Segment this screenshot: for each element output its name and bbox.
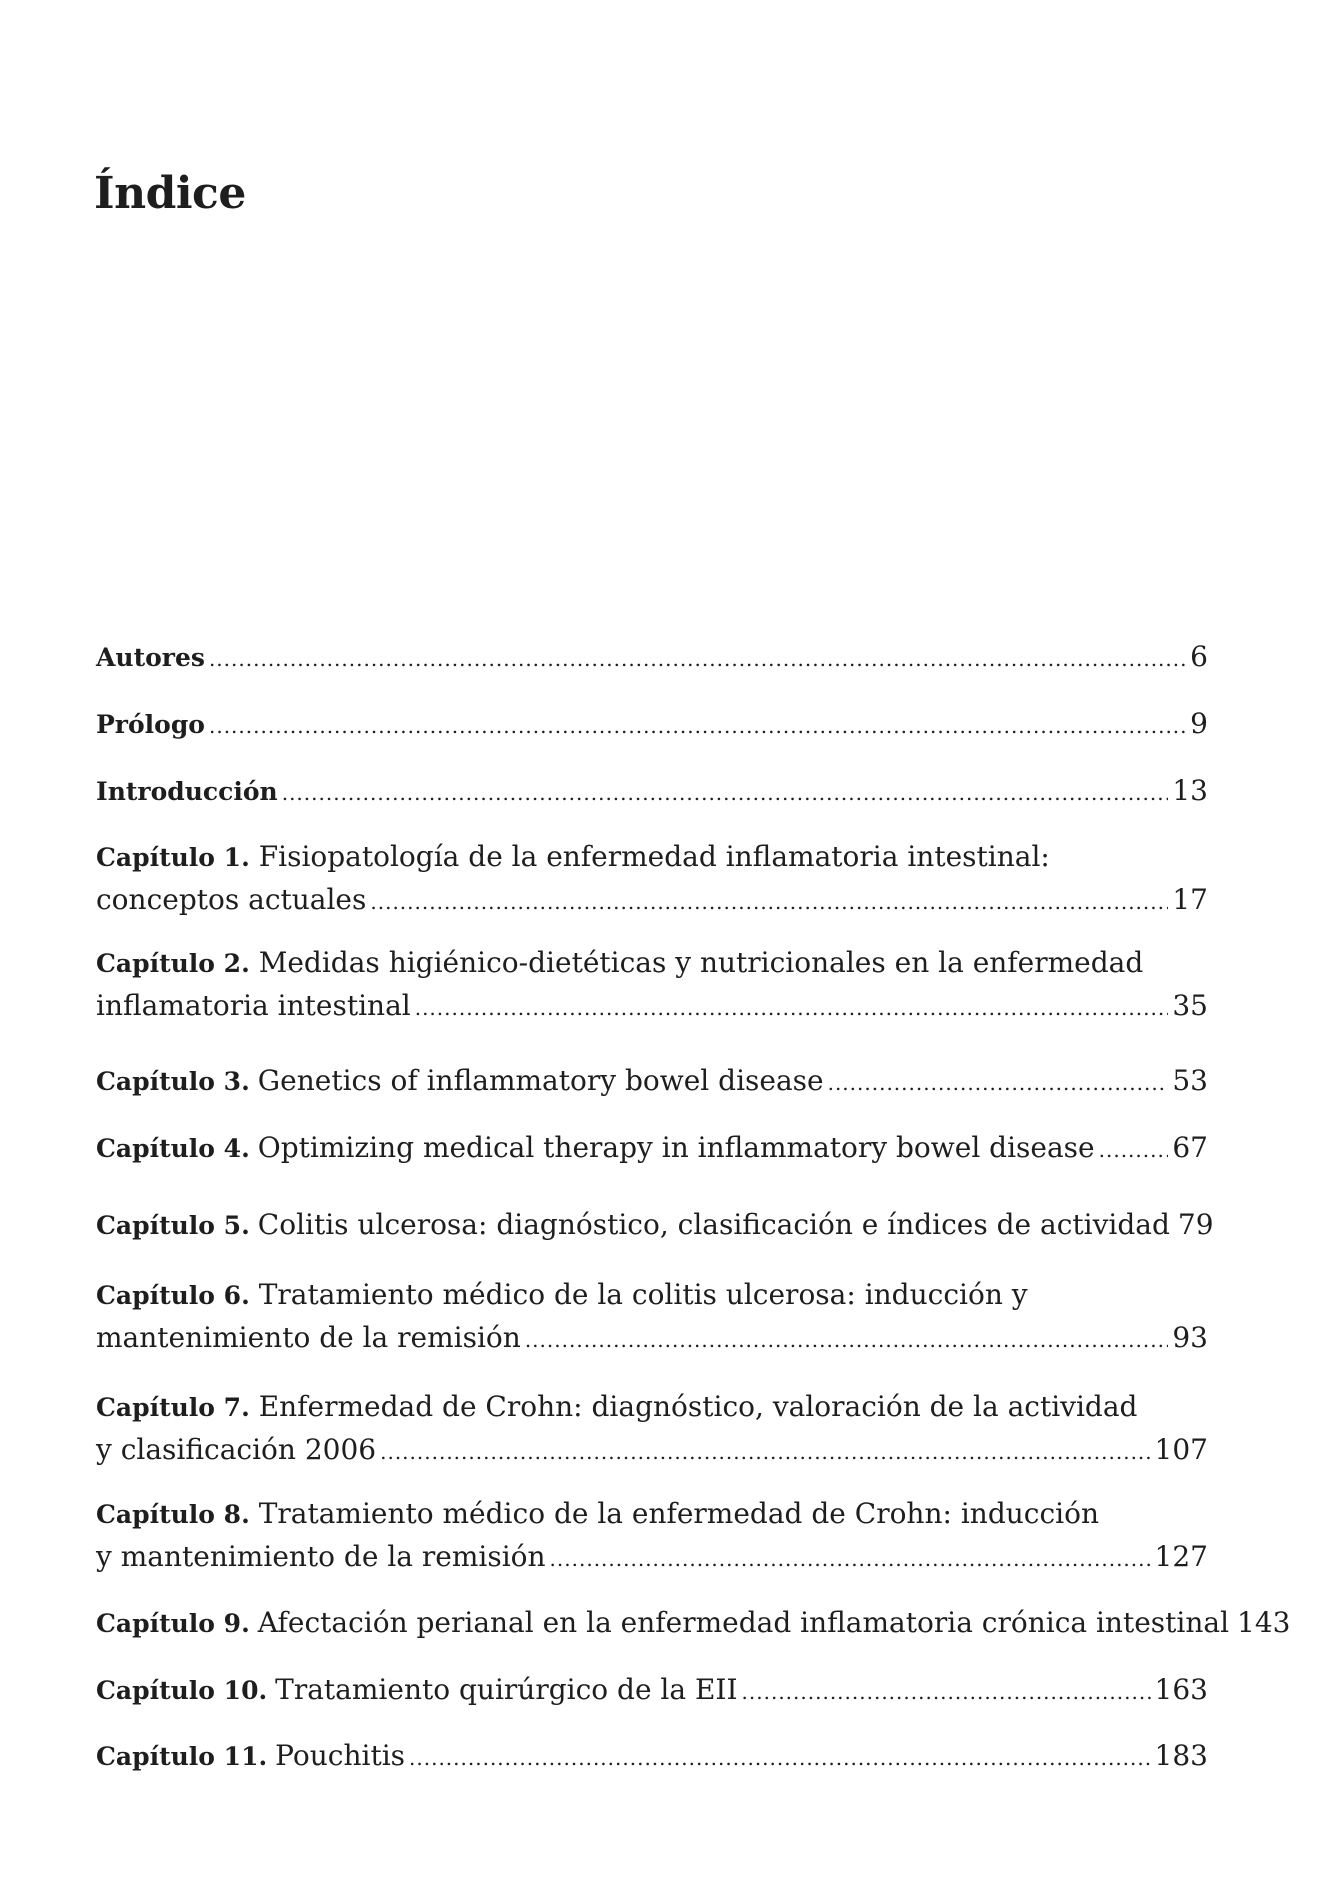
toc-entry-title: Enfermedad de Crohn: diagnóstico, valoración de la actividad <box>258 1390 1138 1423</box>
toc-entry-first-line <box>96 1274 1208 1317</box>
toc-entry-first-line <box>96 1493 1208 1536</box>
toc-entry-chapter-6[interactable] <box>96 1274 1208 1361</box>
dot-leader <box>282 772 1169 814</box>
dot-leader <box>828 1062 1169 1104</box>
toc-entry-row <box>96 1602 1291 1646</box>
toc-entry-first-line <box>96 1386 1208 1429</box>
toc-entry-row <box>96 1429 1208 1473</box>
toc-page-number: 53 <box>1172 1064 1208 1097</box>
dot-leader <box>409 1737 1151 1779</box>
toc-page-number: 183 <box>1154 1739 1208 1772</box>
toc-entry-label: Capítulo 3. <box>96 1067 250 1096</box>
toc-entry-row <box>96 770 1208 814</box>
toc-entry-row <box>96 879 1208 923</box>
toc-entry-label: Capítulo 11. <box>96 1742 268 1771</box>
toc-entry-title-continued: mantenimiento de la remisión <box>96 1321 521 1354</box>
toc-entry-label: Autores <box>96 643 205 672</box>
page-title: Índice <box>94 168 246 219</box>
toc-entry-row <box>96 703 1208 747</box>
toc-entry-label: Introducción <box>96 777 278 806</box>
toc-entry-chapter-2[interactable] <box>96 942 1208 1029</box>
toc-entry-label: Prólogo <box>96 710 205 739</box>
toc-page-number: 35 <box>1172 989 1208 1022</box>
toc-page-number: 93 <box>1172 1321 1208 1354</box>
toc-entry-title: Fisiopatología de la enfermedad inflamatoria intestinal: <box>258 840 1050 873</box>
toc-entry-first-line <box>96 942 1208 985</box>
toc-entry-title-continued: conceptos actuales <box>96 883 367 916</box>
dot-leader <box>380 1431 1150 1473</box>
toc-entry-chapter-4[interactable] <box>96 1127 1208 1171</box>
toc-entry-title: Colitis ulcerosa: diagnóstico, clasificación e índices de actividad <box>257 1208 1170 1241</box>
toc-entry-title: Pouchitis <box>275 1739 406 1772</box>
toc-entry-chapter-10[interactable] <box>96 1669 1208 1713</box>
toc-page-number: 163 <box>1154 1673 1208 1706</box>
dot-leader <box>209 705 1186 747</box>
dot-leader <box>742 1671 1151 1713</box>
toc-entry-row <box>96 1735 1208 1779</box>
toc-entry-chapter-11[interactable] <box>96 1735 1208 1779</box>
toc-entry-row <box>96 636 1208 680</box>
toc-entry-label: Capítulo 1. <box>96 843 250 872</box>
toc-entry-title: Tratamiento médico de la enfermedad de Crohn: inducción <box>258 1497 1099 1530</box>
toc-entry-first-line <box>96 836 1208 879</box>
toc-entry-label: Capítulo 9. <box>96 1609 250 1638</box>
dot-leader <box>550 1538 1151 1580</box>
toc-entry-label: Capítulo 4. <box>96 1134 250 1163</box>
toc-entry-prologo[interactable] <box>96 703 1208 747</box>
toc-entry-chapter-3[interactable] <box>96 1060 1208 1104</box>
toc-entry-row <box>96 1536 1208 1580</box>
toc-page-number: 107 <box>1154 1433 1208 1466</box>
toc-entry-row <box>96 1060 1208 1104</box>
toc-page-number: 6 <box>1190 640 1208 673</box>
toc-entry-label: Capítulo 5. <box>96 1211 250 1240</box>
dot-leader <box>370 881 1168 923</box>
toc-page-number: 127 <box>1154 1540 1208 1573</box>
toc-entry-label: Capítulo 6. <box>96 1281 250 1310</box>
toc-entry-label: Capítulo 7. <box>96 1393 250 1422</box>
toc-entry-introduccion[interactable] <box>96 770 1208 814</box>
toc-page-number: 17 <box>1172 883 1208 916</box>
toc-entry-title: Afectación perianal en la enfermedad inflamatoria crónica intestinal <box>257 1606 1230 1639</box>
toc-entry-title: Tratamiento médico de la colitis ulcerosa: inducción y <box>258 1278 1028 1311</box>
toc-entry-title: Tratamiento quirúrgico de la EII <box>275 1673 738 1706</box>
toc-entry-row <box>96 1204 1214 1248</box>
toc-entry-chapter-5[interactable] <box>96 1204 1214 1248</box>
toc-entry-label: Capítulo 2. <box>96 949 250 978</box>
toc-page-number: 67 <box>1172 1131 1208 1164</box>
toc-entry-title: Medidas higiénico-dietéticas y nutricionales en la enfermedad <box>258 946 1144 979</box>
toc-entry-row <box>96 1669 1208 1713</box>
toc-page-number: 143 <box>1237 1606 1291 1639</box>
toc-page-number: 9 <box>1190 707 1208 740</box>
toc-entry-title-continued: inflamatoria intestinal <box>96 989 411 1022</box>
toc-entry-chapter-7[interactable] <box>96 1386 1208 1473</box>
toc-entry-chapter-8[interactable] <box>96 1493 1208 1580</box>
toc-entry-title: Genetics of inflammatory bowel disease <box>257 1064 824 1097</box>
toc-entry-row <box>96 1317 1208 1361</box>
toc-entry-label: Capítulo 10. <box>96 1676 268 1705</box>
toc-entry-title-continued: y mantenimiento de la remisión <box>96 1540 546 1573</box>
toc-entry-row <box>96 985 1208 1029</box>
dot-leader <box>525 1319 1169 1361</box>
dot-leader <box>209 638 1186 680</box>
toc-entry-label: Capítulo 8. <box>96 1500 250 1529</box>
toc-page-number: 13 <box>1172 774 1208 807</box>
toc-entry-autores[interactable] <box>96 636 1208 680</box>
dot-leader <box>415 987 1169 1029</box>
toc-entry-title: Optimizing medical therapy in inflammatory bowel disease <box>257 1131 1095 1164</box>
toc-entry-chapter-1[interactable] <box>96 836 1208 923</box>
dot-leader <box>1099 1129 1169 1171</box>
toc-entry-chapter-9[interactable] <box>96 1602 1291 1646</box>
toc-entry-row <box>96 1127 1208 1171</box>
toc-page-number: 79 <box>1177 1208 1214 1241</box>
toc-entry-title-continued: y clasificación 2006 <box>96 1433 377 1466</box>
